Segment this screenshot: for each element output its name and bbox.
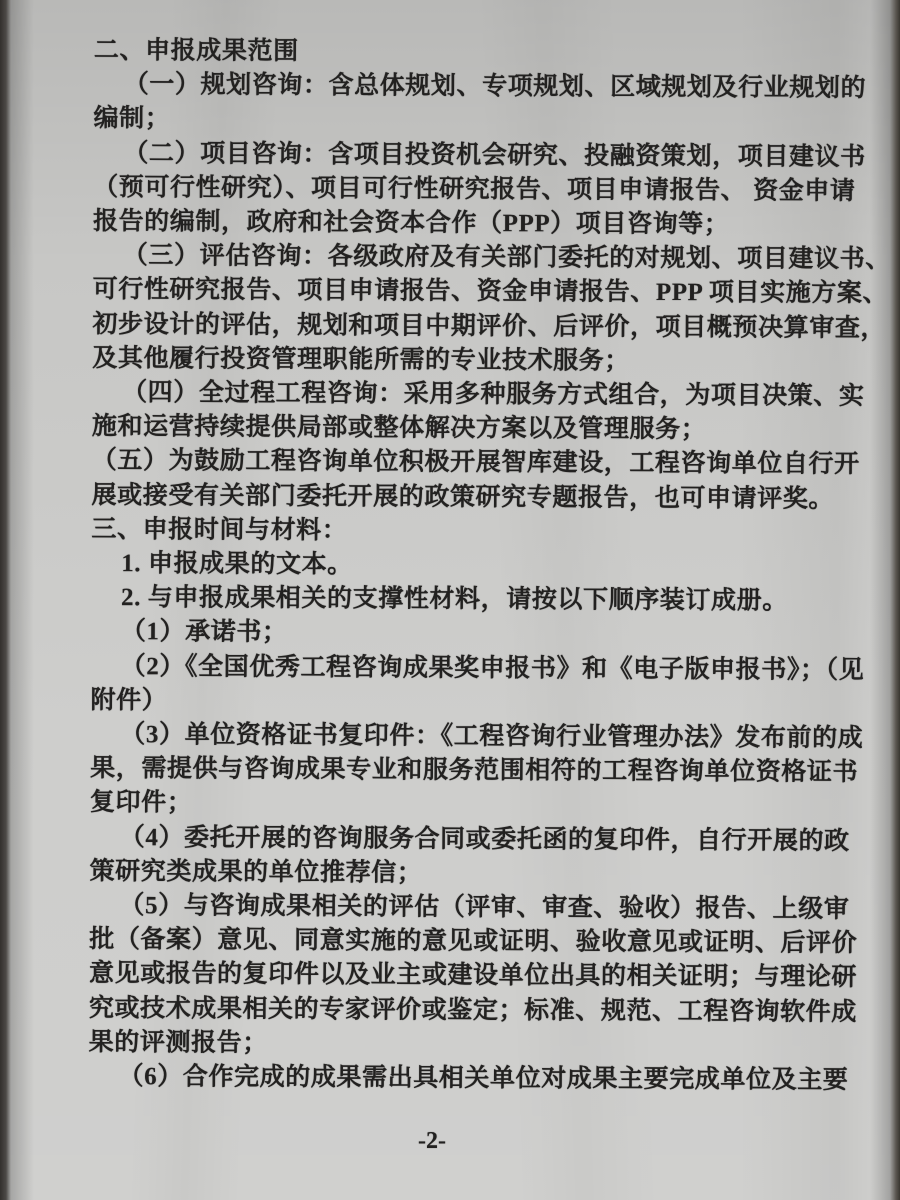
- text-line: 复印件；: [89, 789, 193, 817]
- text-line: （2）《全国优秀工程咨询成果奖申报书》和《电子版申报书》；（见: [120, 652, 865, 684]
- text-line: 附件）: [90, 686, 168, 715]
- text-line: 1. 申报成果的文本。: [121, 550, 353, 579]
- section-heading-line: 三、申报时间与材料：: [91, 515, 348, 545]
- text-line: （一）规划咨询：含总体规划、专项规划、区域规划及行业规划的: [123, 71, 867, 103]
- text-line: 果，需提供与咨询成果专业和服务范围相符的工程咨询单位资格证书: [90, 755, 859, 787]
- text-line: （五）为鼓励工程咨询单位积极开展智库建设，工程咨询单位自行开: [91, 447, 860, 479]
- text-line: （3）单位资格证书复印件：《工程咨询行业管理办法》发布前的成: [120, 721, 864, 753]
- text-line: 可行性研究报告、项目申请报告、资金申请报告、PPP 项目实施方案、: [92, 276, 889, 308]
- text-line: （5）与咨询成果相关的评估（评审、审查、验收）报告、上级审: [119, 892, 850, 924]
- text-line: （1）承诺书；: [120, 618, 288, 647]
- text-line: （预可行性研究）、项目可行性研究报告、项目申请报告、 资金申请: [93, 173, 856, 205]
- text-line: 初步设计的评估，规划和项目中期评价、后评价，项目概预决算审查，: [92, 310, 887, 342]
- text-line: 究或技术成果相关的专家评价或鉴定；标准、规范、工程咨询软件成: [88, 994, 857, 1026]
- document-page-body: [88, 34, 891, 1098]
- text-line: （四）全过程工程咨询：采用多种服务方式组合，为项目决策、实: [122, 379, 865, 411]
- text-line: 批（备案）意见、同意实施的意见或证明、验收意见或证明、后评价: [89, 926, 858, 958]
- page-number: -2-: [418, 1128, 446, 1154]
- text-line: 2. 与申报成果相关的支撑性材料，请按以下顺序装订成册。: [120, 584, 788, 615]
- text-line: （6）合作完成的成果需出具相关单位对成果主要完成单位及主要: [118, 1063, 849, 1095]
- text-line: （三）评估咨询：各级政府及有关部门委托的对规划、项目建议书、: [122, 242, 891, 274]
- text-line: 果的评测报告；: [88, 1028, 268, 1057]
- text-line: 及其他履行投资管理职能所需的专业技术服务；: [92, 344, 630, 375]
- text-line: （二）项目咨询：含项目投资机会研究、投融资策划，项目建议书: [123, 139, 866, 171]
- text-line: （4）委托开展的咨询服务合同或委托函的复印件，自行开展的政: [119, 823, 850, 855]
- text-line: 展或接受有关部门委托开展的政策研究专题报告，也可申请评奖。: [91, 481, 835, 513]
- text-line: 策研究类成果的单位推荐信；: [89, 857, 423, 887]
- text-line: 施和运营持续提供局部或整体解决方案以及管理服务；: [91, 413, 707, 444]
- text-line: 报告的编制，政府和社会资本合作（PPP）项目咨询等；: [92, 208, 730, 239]
- section-heading-line: 二、申报成果范围: [93, 36, 299, 66]
- text-line: 意见或报告的复印件以及业主或建设单位出具的相关证明；与理论研: [89, 960, 858, 992]
- text-line: 编制；: [93, 105, 171, 133]
